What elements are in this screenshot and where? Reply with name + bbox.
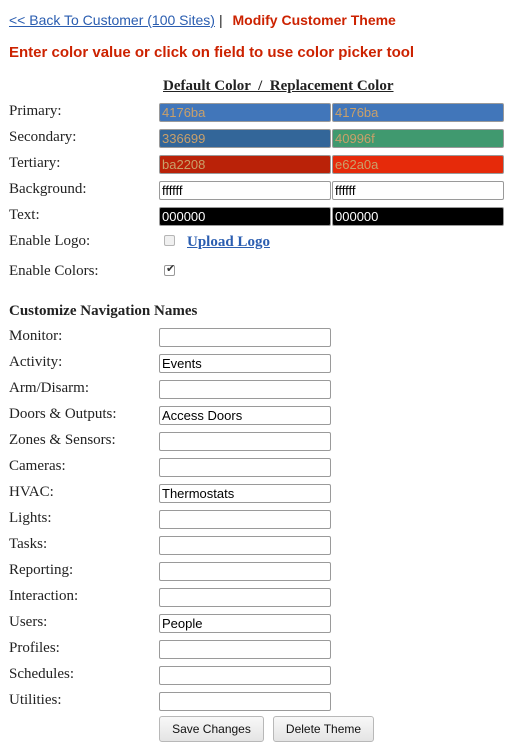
interaction-name-input[interactable] (159, 588, 331, 607)
nav-label-lights: Lights: (9, 510, 52, 526)
enable-logo-row (9, 232, 509, 254)
nav-section-title: Customize Navigation Names (9, 303, 198, 319)
save-changes-button[interactable]: Save Changes (159, 716, 264, 742)
color-row-primary (9, 102, 509, 124)
monitor-name-input[interactable] (159, 328, 331, 347)
nav-row (9, 535, 509, 557)
nav-label-arm-disarm: Arm/Disarm: (9, 380, 89, 396)
zones-sensors-name-input[interactable] (159, 432, 331, 451)
nav-label-interaction: Interaction: (9, 588, 79, 604)
nav-row (9, 405, 509, 427)
nav-row (9, 327, 509, 349)
back-to-customer-link[interactable]: << Back To Customer (100 Sites) (9, 12, 215, 28)
nav-row (9, 431, 509, 453)
upload-logo-link[interactable]: Upload Logo (187, 234, 270, 250)
color-row-background (9, 180, 509, 202)
tertiary-default-color-field[interactable]: ba2208 (159, 155, 331, 174)
checkmark-icon: ✔ (166, 262, 176, 275)
users-name-input[interactable] (159, 614, 331, 633)
page-title: Modify Customer Theme (232, 12, 396, 28)
nav-row (9, 691, 509, 713)
nav-label-utilities: Utilities: (9, 692, 62, 708)
nav-row (9, 509, 509, 531)
nav-row (9, 561, 509, 583)
color-label: Primary: (9, 103, 62, 119)
text-default-color-field[interactable]: 000000 (159, 207, 331, 226)
color-table-heading: Default Color / Replacement Color (163, 78, 394, 94)
color-label: Text: (9, 207, 40, 223)
profiles-name-input[interactable] (159, 640, 331, 659)
color-label: Tertiary: (9, 155, 61, 171)
enable-logo-checkbox[interactable] (164, 235, 175, 246)
nav-label-zones-sensors: Zones & Sensors: (9, 432, 116, 448)
tasks-name-input[interactable] (159, 536, 331, 555)
nav-row (9, 379, 509, 401)
nav-label-tasks: Tasks: (9, 536, 48, 552)
schedules-name-input[interactable] (159, 666, 331, 685)
color-label: Background: (9, 181, 87, 197)
nav-row (9, 665, 509, 687)
secondary-replacement-color-field[interactable]: 40996f (332, 129, 504, 148)
nav-label-reporting: Reporting: (9, 562, 74, 578)
background-replacement-color-field[interactable]: ffffff (332, 181, 504, 200)
reporting-name-input[interactable] (159, 562, 331, 581)
color-label: Secondary: (9, 129, 77, 145)
utilities-name-input[interactable] (159, 692, 331, 711)
hvac-name-input[interactable] (159, 484, 331, 503)
color-row-tertiary (9, 154, 509, 176)
nav-label-hvac: HVAC: (9, 484, 54, 500)
top-bar (9, 12, 396, 28)
activity-name-input[interactable] (159, 354, 331, 373)
nav-label-monitor: Monitor: (9, 328, 63, 344)
arm-disarm-name-input[interactable] (159, 380, 331, 399)
background-default-color-field[interactable]: ffffff (159, 181, 331, 200)
nav-label-cameras: Cameras: (9, 458, 66, 474)
nav-label-schedules: Schedules: (9, 666, 74, 682)
nav-row (9, 613, 509, 635)
nav-row (9, 353, 509, 375)
header-separator: | (218, 12, 223, 28)
text-replacement-color-field[interactable]: 000000 (332, 207, 504, 226)
enable-colors-row (9, 262, 509, 284)
color-row-text (9, 206, 509, 228)
enable-colors-checkbox[interactable] (164, 262, 176, 276)
nav-row (9, 639, 509, 661)
nav-row (9, 587, 509, 609)
nav-row (9, 457, 509, 479)
enable-logo-label: Enable Logo: (9, 233, 91, 249)
nav-label-activity: Activity: (9, 354, 63, 370)
nav-label-doors-outputs: Doors & Outputs: (9, 406, 117, 422)
secondary-default-color-field[interactable]: 336699 (159, 129, 331, 148)
doors-outputs-name-input[interactable] (159, 406, 331, 425)
delete-theme-button[interactable]: Delete Theme (273, 716, 374, 742)
nav-label-users: Users: (9, 614, 48, 630)
instructions-text: Enter color value or click on field to use color picker tool (9, 44, 415, 61)
primary-replacement-color-field[interactable]: 4176ba (332, 103, 504, 122)
primary-default-color-field[interactable]: 4176ba (159, 103, 331, 122)
nav-label-profiles: Profiles: (9, 640, 60, 656)
color-row-secondary (9, 128, 509, 150)
cameras-name-input[interactable] (159, 458, 331, 477)
lights-name-input[interactable] (159, 510, 331, 529)
enable-colors-label: Enable Colors: (9, 263, 99, 279)
tertiary-replacement-color-field[interactable]: e62a0a (332, 155, 504, 174)
nav-row (9, 483, 509, 505)
